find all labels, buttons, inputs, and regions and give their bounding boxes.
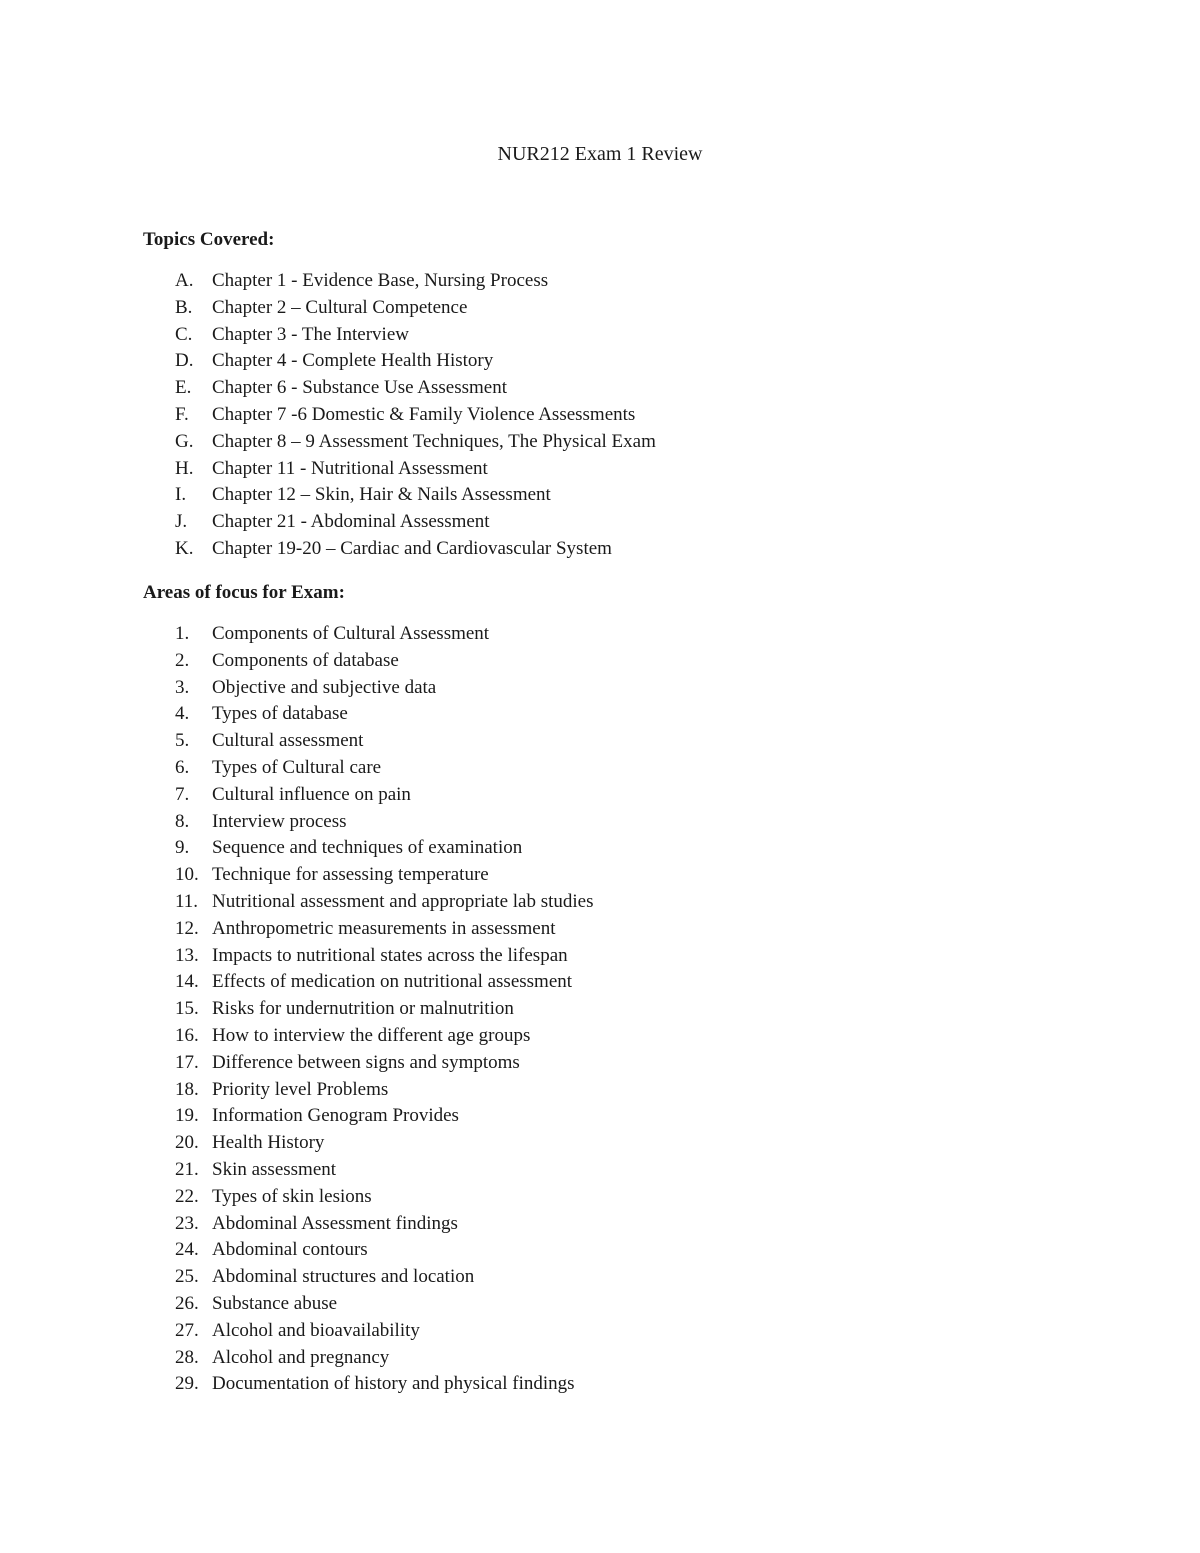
focus-item-text: Risks for undernutrition or malnutrition [212,998,514,1020]
focus-item-marker: 16. [175,1024,199,1046]
focus-item-marker: 1. [175,623,190,644]
focus-item-marker: 9. [175,837,190,859]
focus-item [0,1077,1200,1104]
focus-item [0,728,1200,755]
focus-list [0,621,1200,1398]
focus-item-marker: 21. [175,1158,199,1180]
topic-item-marker: B. [175,296,193,318]
focus-item-marker: 7. [175,783,190,805]
focus-item-text: Abdominal Assessment findings [212,1212,458,1234]
focus-item-marker: 10. [175,864,199,886]
topic-item-text: Chapter 3 - The Interview [212,323,409,345]
topic-item-marker: C. [175,323,193,345]
topic-item-marker: A. [175,270,194,291]
focus-item-text: Effects of medication on nutritional assessment [212,971,573,993]
focus-item [0,889,1200,916]
focus-item-text: How to interview the different age groups [212,1024,531,1046]
focus-item [0,755,1200,782]
focus-item-text: Health History [212,1132,325,1154]
focus-item [0,1264,1200,1291]
focus-item-marker: 2. [175,649,190,671]
focus-item-text: Types of Cultural care [212,756,382,778]
topic-item-marker: K. [175,537,194,559]
topic-item [0,456,1200,483]
focus-item [0,1023,1200,1050]
focus-item [0,1318,1200,1345]
focus-item-marker: 6. [175,756,190,778]
focus-item-marker: 28. [175,1346,199,1368]
focus-item [0,1237,1200,1264]
focus-item [0,782,1200,809]
focus-heading: Areas of focus for Exam: [143,582,345,603]
topic-item [0,536,1200,563]
focus-item [0,1130,1200,1157]
topic-item-text: Chapter 7 -6 Domestic & Family Violence Assessments [212,403,636,425]
focus-item-text: Objective and subjective data [212,676,437,698]
focus-item-marker: 18. [175,1078,199,1100]
focus-item [0,943,1200,970]
focus-item-text: Skin assessment [212,1158,337,1180]
topic-item-text: Chapter 11 - Nutritional Assessment [212,457,488,479]
topic-item [0,429,1200,456]
topic-item-text: Chapter 6 - Substance Use Assessment [212,377,507,399]
focus-item-marker: 12. [175,917,199,939]
topic-item-text: Chapter 19-20 – Cardiac and Cardiovascular System [212,537,612,559]
focus-item-text: Types of database [212,703,348,725]
focus-item [0,1291,1200,1318]
focus-item-text: Anthropometric measurements in assessment [212,917,556,939]
focus-item-marker: 23. [175,1212,199,1234]
focus-item-text: Impacts to nutritional states across the lifespan [212,944,568,966]
focus-item-text: Documentation of history and physical findings [212,1373,575,1395]
focus-item [0,1371,1200,1398]
focus-item-text: Nutritional assessment and appropriate lab studies [212,890,594,912]
focus-item-marker: 14. [175,971,199,993]
focus-item [0,1345,1200,1372]
focus-item-text: Components of Cultural Assessment [212,623,490,644]
focus-item-text: Abdominal contours [212,1239,368,1261]
focus-item-marker: 13. [175,944,199,966]
topic-item [0,348,1200,375]
focus-item-text: Abdominal structures and location [212,1266,475,1288]
topic-item-text: Chapter 2 – Cultural Competence [212,296,468,318]
focus-item [0,996,1200,1023]
focus-item-marker: 20. [175,1132,199,1154]
focus-item-marker: 11. [175,890,199,912]
focus-item-marker: 17. [175,1051,199,1073]
focus-item-text: Substance abuse [212,1292,338,1314]
focus-item-text: Alcohol and pregnancy [212,1346,390,1368]
topic-item [0,375,1200,402]
topic-item-marker: H. [175,457,194,479]
topic-item-marker: I. [175,484,187,506]
focus-item-marker: 22. [175,1185,199,1207]
page-title: NUR212 Exam 1 Review [497,143,703,165]
focus-item-marker: 5. [175,730,190,752]
focus-item-text: Sequence and techniques of examination [212,837,523,859]
focus-item [0,916,1200,943]
topic-item-text: Chapter 8 – 9 Assessment Techniques, The Physical Exam [212,430,656,452]
topic-item [0,509,1200,536]
focus-item-text: Components of database [212,649,399,671]
focus-item-text: Difference between signs and symptoms [212,1051,520,1073]
focus-item-text: Technique for assessing temperature [212,864,489,886]
focus-item-marker: 8. [175,810,190,832]
topic-item [0,402,1200,429]
focus-item-marker: 29. [175,1373,199,1395]
topics-list [0,268,1200,563]
focus-item-marker: 25. [175,1266,199,1288]
topic-item [0,268,1200,295]
topic-item-marker: G. [175,430,194,452]
focus-item-text: Priority level Problems [212,1078,389,1100]
focus-item [0,835,1200,862]
focus-item-marker: 15. [175,998,199,1020]
topics-heading: Topics Covered: [143,229,275,250]
focus-item-text: Types of skin lesions [212,1185,372,1207]
focus-item [0,862,1200,889]
topic-item-text: Chapter 12 – Skin, Hair & Nails Assessment [212,484,551,506]
topic-item-text: Chapter 21 - Abdominal Assessment [212,511,490,533]
focus-item [0,621,1200,648]
focus-item [0,1184,1200,1211]
focus-item-text: Alcohol and bioavailability [212,1319,420,1341]
focus-item-text: Cultural assessment [212,730,364,752]
topic-item-marker: F. [175,403,189,425]
focus-item [0,1157,1200,1184]
topic-item [0,482,1200,509]
focus-item [0,969,1200,996]
topic-item-marker: J. [175,511,188,533]
focus-item-text: Information Genogram Provides [212,1105,459,1127]
focus-item [0,648,1200,675]
focus-item [0,1103,1200,1130]
focus-item-marker: 27. [175,1319,199,1341]
focus-item [0,701,1200,728]
focus-item-marker: 26. [175,1292,199,1314]
topic-item-marker: E. [175,377,192,399]
focus-item-text: Cultural influence on pain [212,783,411,805]
topic-item [0,295,1200,322]
topic-item-marker: D. [175,350,194,372]
focus-item-marker: 24. [175,1239,199,1261]
topic-item-text: Chapter 1 - Evidence Base, Nursing Process [212,270,549,291]
focus-item [0,1050,1200,1077]
focus-item-text: Interview process [212,810,347,832]
topic-item [0,322,1200,349]
focus-item [0,1211,1200,1238]
focus-item-marker: 4. [175,703,190,725]
focus-item-marker: 19. [175,1105,199,1127]
topic-item-text: Chapter 4 - Complete Health History [212,350,494,372]
focus-item [0,809,1200,836]
focus-item-marker: 3. [175,676,190,698]
focus-item [0,675,1200,702]
